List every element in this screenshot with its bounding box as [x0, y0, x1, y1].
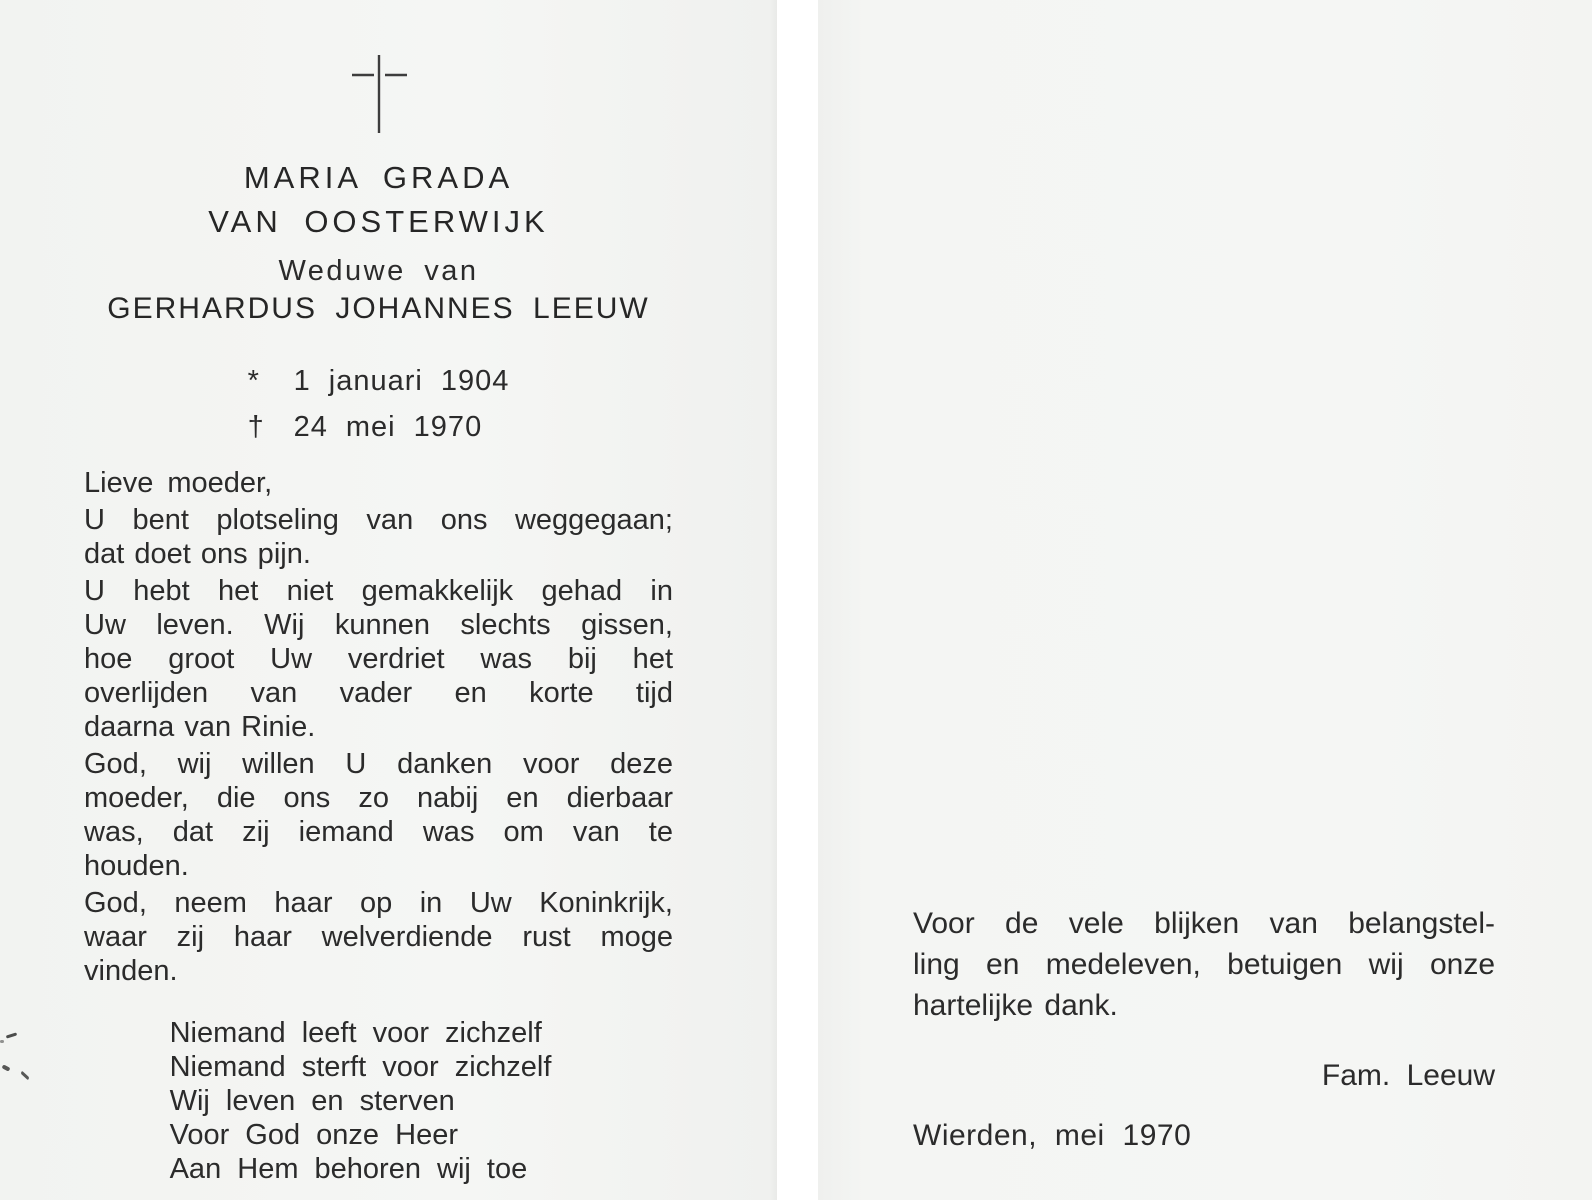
- text-line: hoe groot Uw verdriet was bij het: [84, 643, 673, 675]
- text-line: dat doet ons pijn.: [84, 538, 311, 570]
- memorial-paragraphs: [84, 503, 673, 988]
- memorial-card-front: [0, 0, 777, 1200]
- place-and-date: Wierden, mei 1970: [913, 1119, 1192, 1152]
- text-line: Voor God onze Heer: [169, 1119, 458, 1151]
- text-line: daarna van Rinie.: [84, 711, 316, 743]
- birth-date: 1 januari 1904: [293, 365, 510, 397]
- front-content: [0, 52, 777, 1186]
- text-line: Voor de vele blijken van belangstel-: [913, 907, 1495, 940]
- birth-asterisk-symbol: *: [247, 365, 260, 397]
- text-line: God, neem haar op in Uw Koninkrijk,: [84, 887, 673, 919]
- paragraph: [84, 747, 673, 883]
- text-line: Niemand sterft voor zichzelf: [169, 1051, 552, 1083]
- back-content: [818, 903, 1592, 1153]
- paragraph: [84, 574, 673, 744]
- text-line: Wij leven en sterven: [169, 1085, 455, 1117]
- relation-label: Weduwe van: [278, 255, 479, 287]
- text-line: moeder, die ons zo nabij en dierbaar: [84, 782, 673, 814]
- memorial-text: [84, 466, 673, 988]
- text-line: waar zij haar welverdiende rust moge: [84, 921, 673, 953]
- text-line: U bent plotseling van ons weggegaan;: [84, 504, 673, 536]
- death-dagger-symbol: †: [247, 411, 265, 443]
- salutation: Lieve moeder,: [84, 467, 273, 499]
- spouse-name: GERHARDUS JOHANNES LEEUW: [107, 292, 650, 325]
- text-line: ling en medeleven, betuigen wij onze: [913, 948, 1495, 981]
- scan-speck: [0, 1040, 4, 1043]
- text-line: hartelijke dank.: [913, 989, 1118, 1022]
- death-date: 24 mei 1970: [293, 411, 483, 443]
- poem-lines: [170, 1016, 552, 1186]
- deceased-name-line1: MARIA GRADA: [243, 160, 514, 195]
- text-line: vinden.: [84, 955, 178, 987]
- memorial-card-back: [818, 0, 1592, 1200]
- birth-date-row: [248, 358, 510, 404]
- acknowledgement-text: [913, 903, 1495, 1026]
- deceased-name-line2: VAN OOSTERWIJK: [208, 204, 549, 239]
- text-line: U hebt het niet gemakkelijk gehad in: [84, 575, 673, 607]
- death-date-row: [248, 404, 510, 450]
- paragraph: [84, 503, 673, 571]
- paragraph: [84, 886, 673, 988]
- text-line: Aan Hem behoren wij toe: [169, 1153, 528, 1185]
- poem: [84, 1016, 673, 1186]
- family-signature: Fam. Leeuw: [1321, 1059, 1495, 1092]
- text-line: overlijden van vader en korte tijd: [84, 677, 673, 709]
- text-line: God, wij willen U danken voor deze: [84, 748, 673, 780]
- text-line: Uw leven. Wij kunnen slechts gissen,: [84, 609, 673, 641]
- text-line: was, dat zij iemand was om van te: [84, 816, 673, 848]
- cross-icon: [84, 52, 673, 136]
- text-line: houden.: [84, 850, 189, 882]
- text-line: Niemand leeft voor zichzelf: [169, 1017, 542, 1049]
- life-dates: [84, 358, 673, 450]
